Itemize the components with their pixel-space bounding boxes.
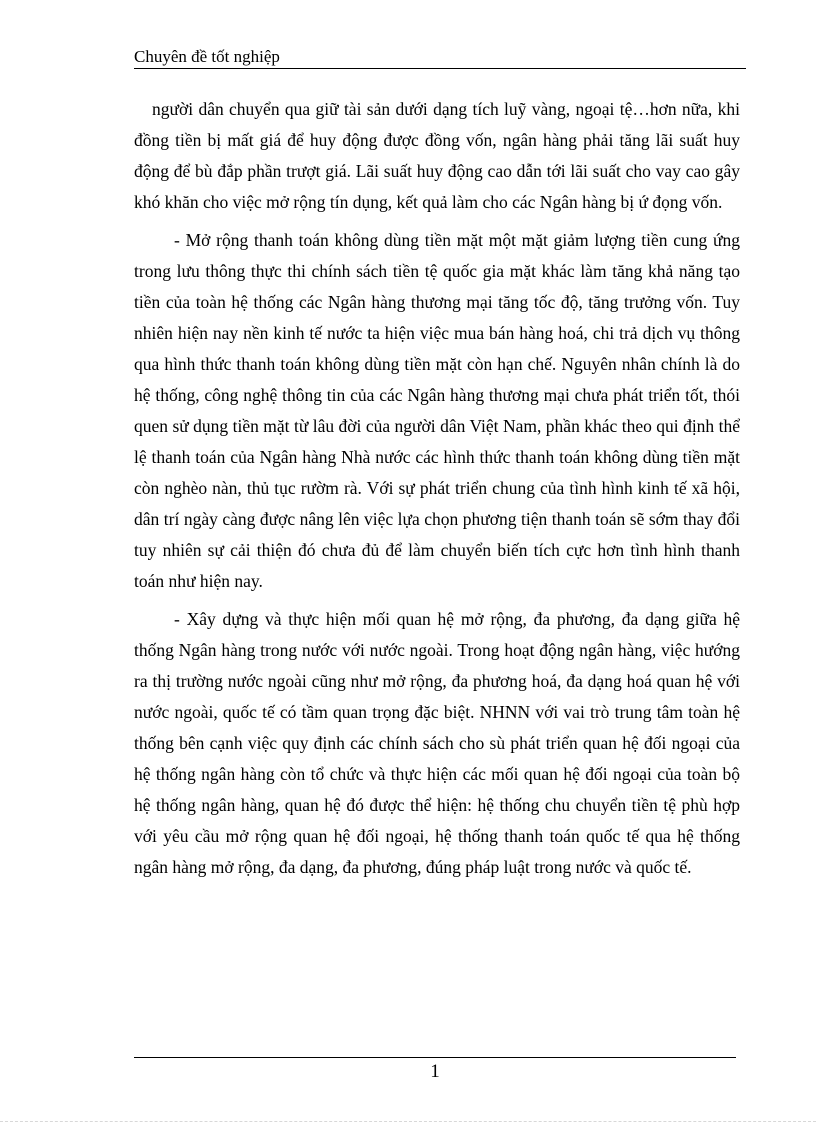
page-edge-divider: [0, 1121, 816, 1122]
footer-rule: [134, 1057, 736, 1058]
body-text: [134, 94, 740, 890]
running-header-title: Chuyên đề tốt nghiệp: [134, 47, 280, 66]
paragraph-3: - Xây dựng và thực hiện mối quan hệ mở rộng, đa phương, đa dạng giữa hệ thống Ngân hàng trong nước với nước ngoài. Trong hoạt động ngân hàng, việc hướng ra thị trường nước ngoài cũng như mở rộng, đa phương hoá, đa dạng hoá quan hệ với nước ngoài, quốc tế có tầm quan trọng đặc biệt. NHNN với vai trò trung tâm toàn hệ thống bên cạnh việc quy định các chính sách cho sù phát triển quan hệ đối ngoại của hệ thống ngân hàng còn tổ chức và thực hiện các mối quan hệ đối ngoại của toàn bộ hệ thống ngân hàng, quan hệ đó được thể hiện: hệ thống chu chuyển tiền tệ phù hợp với yêu cầu mở rộng quan hệ đối ngoại, hệ thống thanh toán quốc tế qua hệ thống ngân hàng mở rộng, đa dạng, đa phương, đúng pháp luật trong nước và quốc tế.: [134, 609, 740, 877]
paragraph-2: - Mở rộng thanh toán không dùng tiền mặt một mặt giảm lượng tiền cung ứng trong lưu thông thực thi chính sách tiền tệ quốc gia mặt khác làm tăng khả năng tạo tiền của toàn hệ thống các Ngân hàng thương mại tăng tốc độ, tăng trưởng vốn. Tuy nhiên hiện nay nền kinh tế nước ta hiện việc mua bán hàng hoá, chi trả dịch vụ thông qua hình thức thanh toán không dùng tiền mặt còn hạn chế. Nguyên nhân chính là do hệ thống, công nghệ thông tin của các Ngân hàng thương mại chưa phát triển tốt, thói quen sử dụng tiền mặt từ lâu đời của người dân Việt Nam, phần khác theo qui định thể lệ thanh toán của Ngân hàng Nhà nước các hình thức thanh toán không dùng tiền mặt còn nghèo nàn, thủ tục rườm rà. Với sự phát triển chung của tình hình kinh tế xã hội, dân trí ngày càng được nâng lên việc lựa chọn phương tiện thanh toán sẽ sớm thay đổi tuy nhiên sự cải thiện đó chưa đủ để làm chuyển biến tích cực hơn tình hình thanh toán như hiện nay.: [134, 230, 740, 591]
paragraph-1: người dân chuyển qua giữ tài sản dưới dạng tích luỹ vàng, ngoại tệ…hơn nữa, khi đồng tiền bị mất giá để huy động được đồng vốn, ngân hàng phải tăng lãi suất huy động để bù đắp phần trượt giá. Lãi suất huy động cao dẫn tới lãi suất cho vay cao gây khó khăn cho việc mở rộng tín dụng, kết quả làm cho các Ngân hàng bị ứ đọng vốn.: [134, 99, 740, 212]
page-number: 1: [430, 1061, 440, 1082]
header-rule: [134, 68, 746, 69]
